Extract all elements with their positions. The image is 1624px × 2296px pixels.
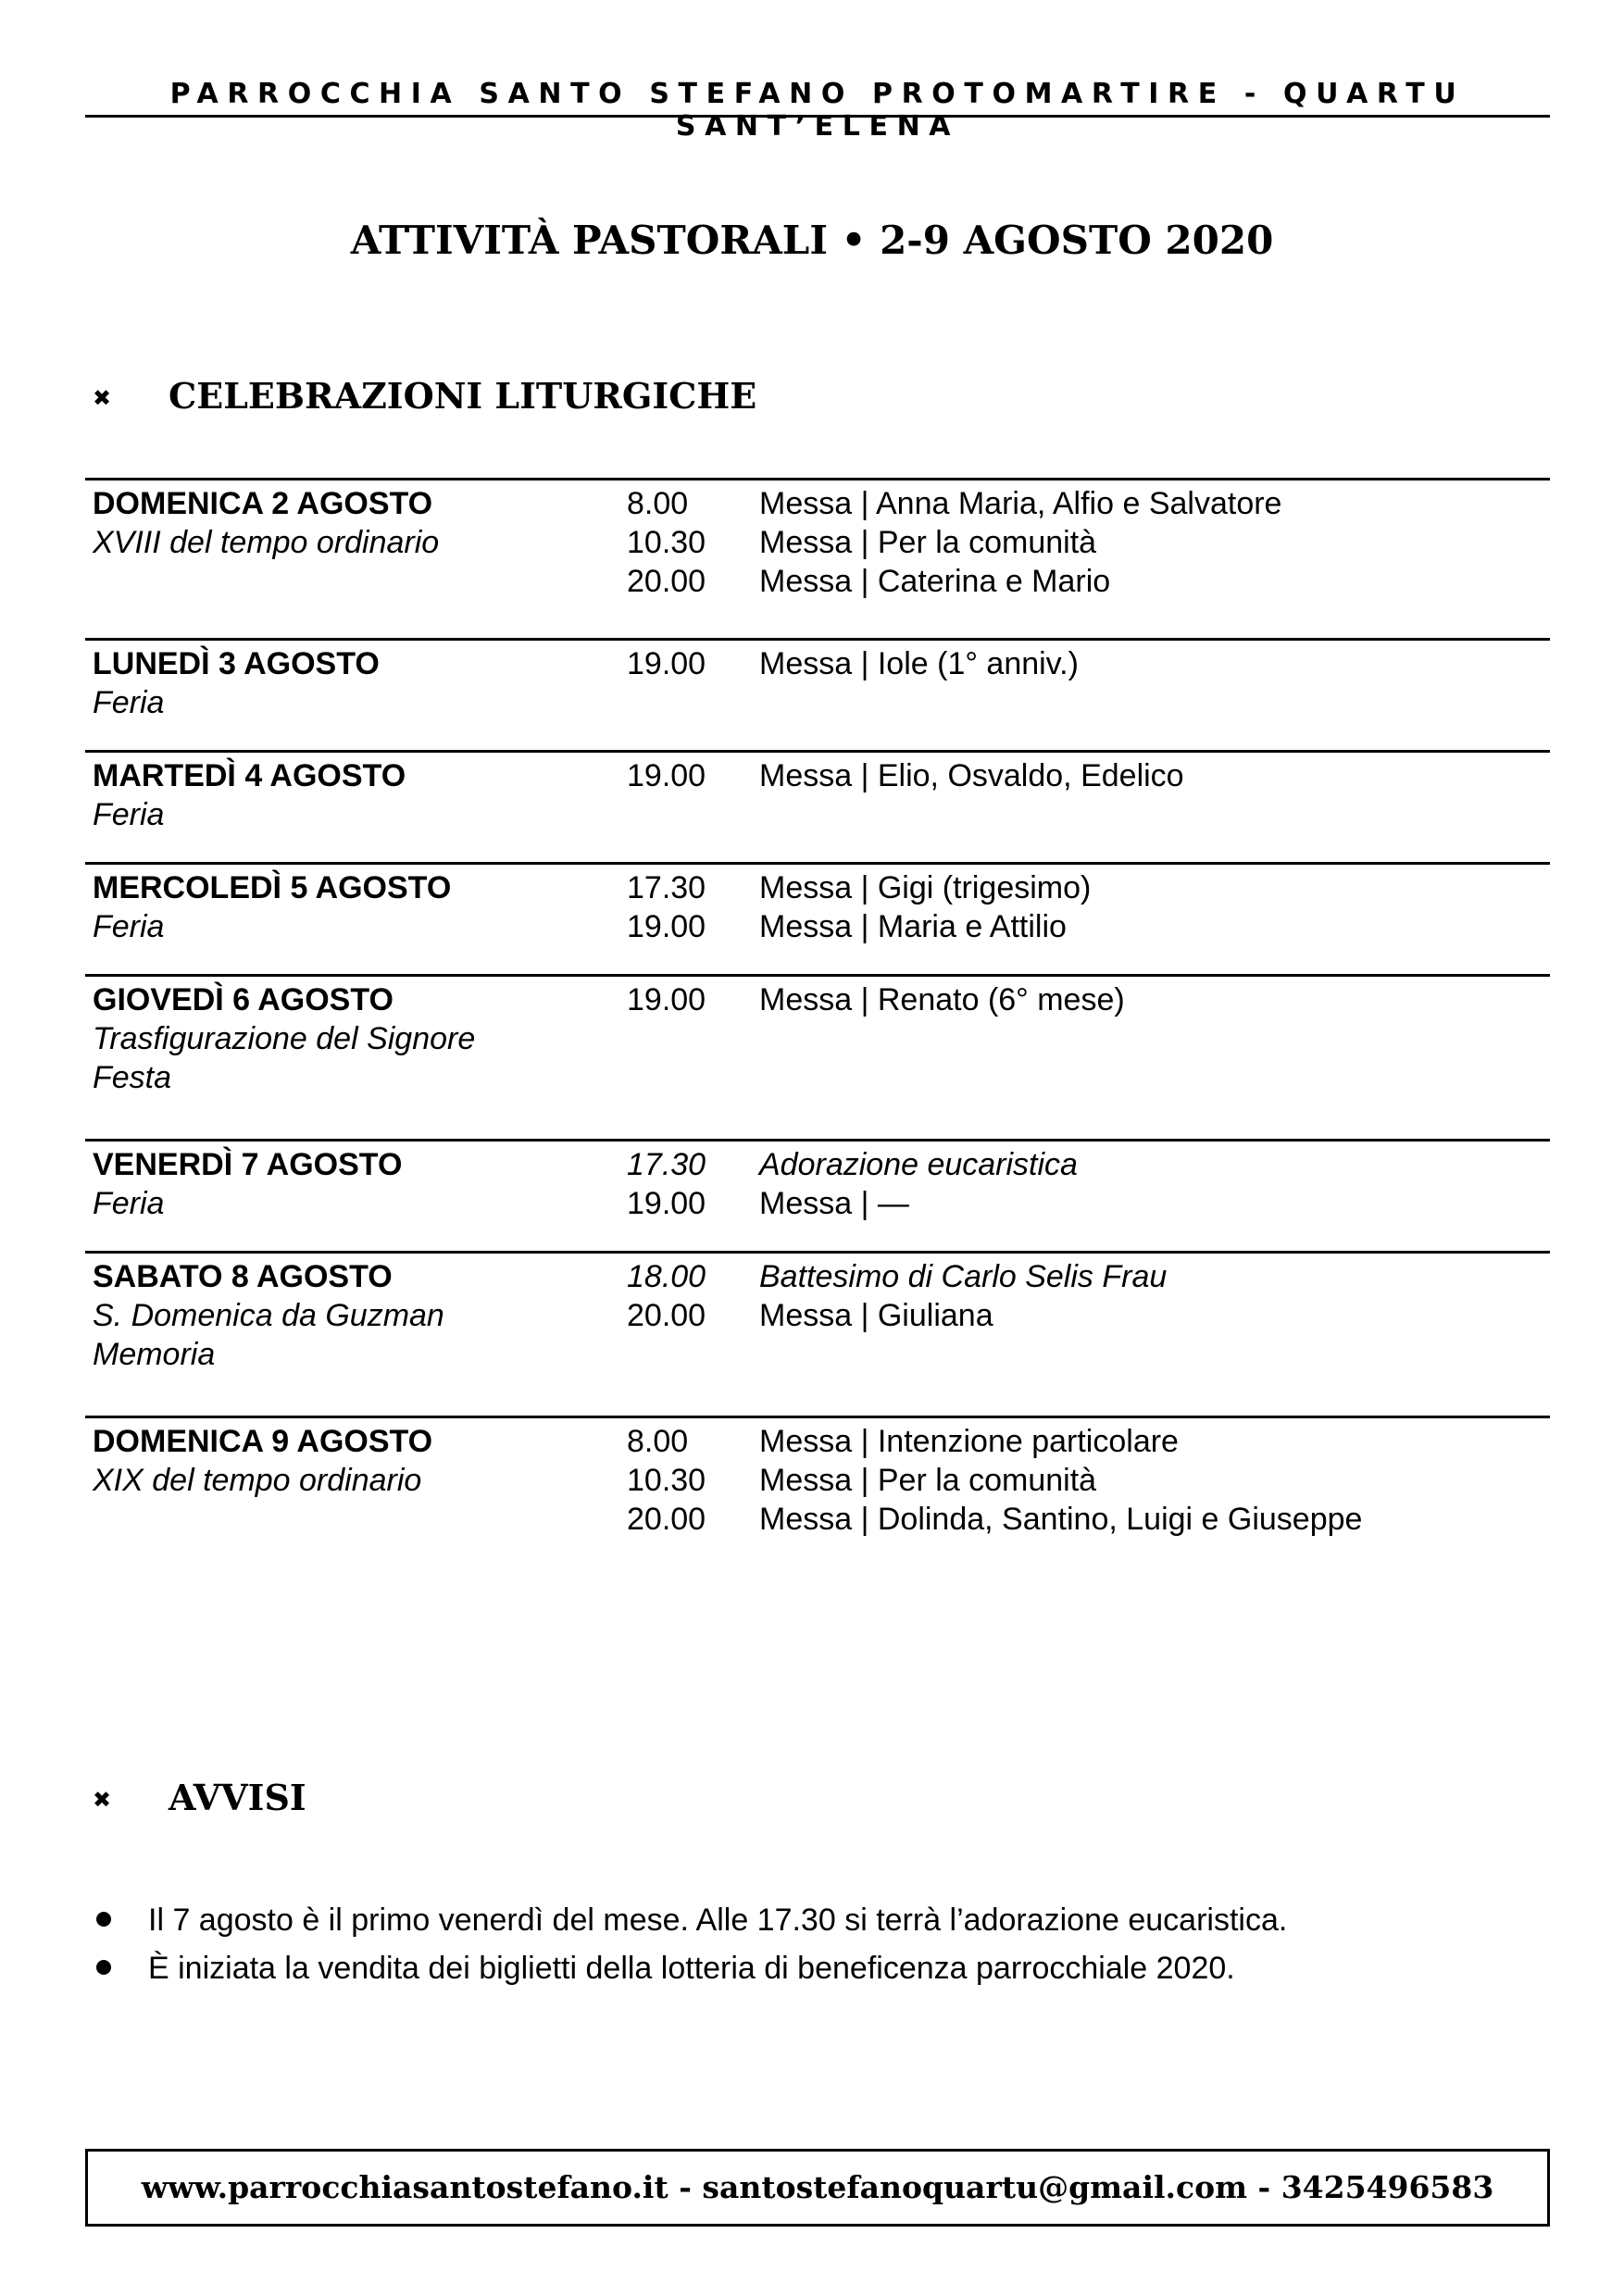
event-item <box>627 523 1543 562</box>
event-item <box>627 484 1543 523</box>
notice-item <box>93 1896 1537 1944</box>
page-title: ATTIVITÀ PASTORALI • 2-9 AGOSTO 2020 <box>350 218 1274 263</box>
event-item <box>627 1184 1543 1223</box>
notice-list <box>93 1896 1537 1992</box>
event-item <box>627 756 1543 795</box>
event-item <box>627 907 1543 946</box>
day-name: VENERDÌ 7 AGOSTO <box>93 1147 403 1182</box>
event-list <box>627 868 1543 946</box>
day-subtitle: S. Domenica da Guzman <box>93 1298 444 1333</box>
event-list <box>627 756 1543 795</box>
event-list <box>627 484 1543 601</box>
event-time: 10.30 <box>627 1463 706 1498</box>
day-name: MERCOLEDÌ 5 AGOSTO <box>93 870 452 905</box>
event-description: Messa | Iole (1° anniv.) <box>759 646 1079 681</box>
bullet-dot-icon <box>96 1960 111 1975</box>
day-row <box>85 1251 1550 1416</box>
event-item <box>627 868 1543 907</box>
day-row <box>85 638 1550 750</box>
parish-header: PARROCCHIA SANTO STEFANO PROTOMARTIRE - QUARTU SANT’ELENA <box>169 78 1466 143</box>
event-description: Messa | Per la comunità <box>759 525 1097 560</box>
notice-item <box>93 1944 1537 1992</box>
event-item <box>627 562 1543 601</box>
day-subtitle: XIX del tempo ordinario <box>93 1463 422 1498</box>
event-list <box>627 1257 1543 1335</box>
event-description: Messa | Gigi (trigesimo) <box>759 870 1092 905</box>
day-name: GIOVEDÌ 6 AGOSTO <box>93 982 394 1017</box>
day-subtitle: Feria <box>93 685 165 720</box>
event-description: Adorazione eucaristica <box>759 1147 1078 1182</box>
event-description: Battesimo di Carlo Selis Frau <box>759 1259 1168 1294</box>
day-name: DOMENICA 9 AGOSTO <box>93 1424 433 1459</box>
section-title: CELEBRAZIONI LITURGICHE <box>169 375 757 417</box>
event-list <box>627 644 1543 683</box>
star-bullet-icon: ✖ <box>93 386 112 411</box>
day-name: LUNEDÌ 3 AGOSTO <box>93 646 380 681</box>
event-item <box>627 980 1543 1019</box>
day-subtitle: Festa <box>93 1060 172 1095</box>
header-divider <box>85 115 1550 118</box>
footer-contacts: www.parrocchiasantostefano.it - santostefanoquartu@gmail.com - 3425496583 <box>85 2149 1550 2227</box>
event-time: 17.30 <box>627 870 706 905</box>
event-description: Messa | Dolinda, Santino, Luigi e Giuseppe <box>759 1502 1363 1537</box>
event-time: 19.00 <box>627 909 706 944</box>
event-list <box>627 1145 1543 1223</box>
day-info <box>93 1145 630 1223</box>
event-time: 19.00 <box>627 646 706 681</box>
event-time: 10.30 <box>627 525 706 560</box>
day-row <box>85 1416 1550 1557</box>
event-time: 8.00 <box>627 1424 689 1459</box>
event-description: Messa | Giuliana <box>759 1298 993 1333</box>
day-subtitle: Memoria <box>93 1337 216 1372</box>
event-time: 8.00 <box>627 486 689 521</box>
event-description: Messa | Elio, Osvaldo, Edelico <box>759 758 1184 793</box>
event-item <box>627 1422 1543 1461</box>
event-description: Messa | Intenzione particolare <box>759 1424 1179 1459</box>
day-name: DOMENICA 2 AGOSTO <box>93 486 433 521</box>
event-description: Messa | — <box>759 1186 909 1221</box>
event-list <box>627 980 1543 1019</box>
schedule-table <box>85 478 1550 1557</box>
day-info <box>93 756 630 834</box>
day-info <box>93 1257 630 1374</box>
day-row <box>85 750 1550 862</box>
day-info <box>93 644 630 722</box>
day-row <box>85 478 1550 638</box>
event-item <box>627 1257 1543 1296</box>
day-subtitle: Feria <box>93 909 165 944</box>
day-subtitle: Feria <box>93 797 165 832</box>
day-subtitle: XVIII del tempo ordinario <box>93 525 440 560</box>
day-info <box>93 484 630 562</box>
event-time: 19.00 <box>627 1186 706 1221</box>
day-name: MARTEDÌ 4 AGOSTO <box>93 758 406 793</box>
day-info <box>93 1422 630 1500</box>
event-time: 18.00 <box>627 1259 706 1294</box>
event-item <box>627 1145 1543 1184</box>
day-row <box>85 974 1550 1139</box>
day-subtitle: Feria <box>93 1186 165 1221</box>
day-info <box>93 868 630 946</box>
notice-text: È iniziata la vendita dei biglietti della lotteria di beneficenza parrocchiale 2020. <box>148 1951 1235 1986</box>
event-item <box>627 644 1543 683</box>
star-bullet-icon: ✖ <box>93 1788 112 1813</box>
event-item <box>627 1500 1543 1539</box>
event-time: 19.00 <box>627 982 706 1017</box>
event-list <box>627 1422 1543 1539</box>
event-item <box>627 1296 1543 1335</box>
event-item <box>627 1461 1543 1500</box>
event-time: 17.30 <box>627 1147 706 1182</box>
day-row <box>85 862 1550 974</box>
event-description: Messa | Per la comunità <box>759 1463 1097 1498</box>
event-time: 20.00 <box>627 1502 706 1537</box>
event-time: 20.00 <box>627 1298 706 1333</box>
day-name: SABATO 8 AGOSTO <box>93 1259 393 1294</box>
event-time: 20.00 <box>627 564 706 599</box>
event-time: 19.00 <box>627 758 706 793</box>
day-subtitle: Trasfigurazione del Signore <box>93 1021 476 1056</box>
event-description: Messa | Anna Maria, Alfio e Salvatore <box>759 486 1282 521</box>
day-info <box>93 980 630 1097</box>
section-title: AVVISI <box>169 1777 306 1818</box>
event-description: Messa | Renato (6° mese) <box>759 982 1125 1017</box>
event-description: Messa | Caterina e Mario <box>759 564 1111 599</box>
event-description: Messa | Maria e Attilio <box>759 909 1067 944</box>
notice-text: Il 7 agosto è il primo venerdì del mese. Alle 17.30 si terrà l’adorazione eucaristica. <box>148 1903 1288 1938</box>
bullet-dot-icon <box>96 1912 111 1927</box>
day-row <box>85 1139 1550 1251</box>
